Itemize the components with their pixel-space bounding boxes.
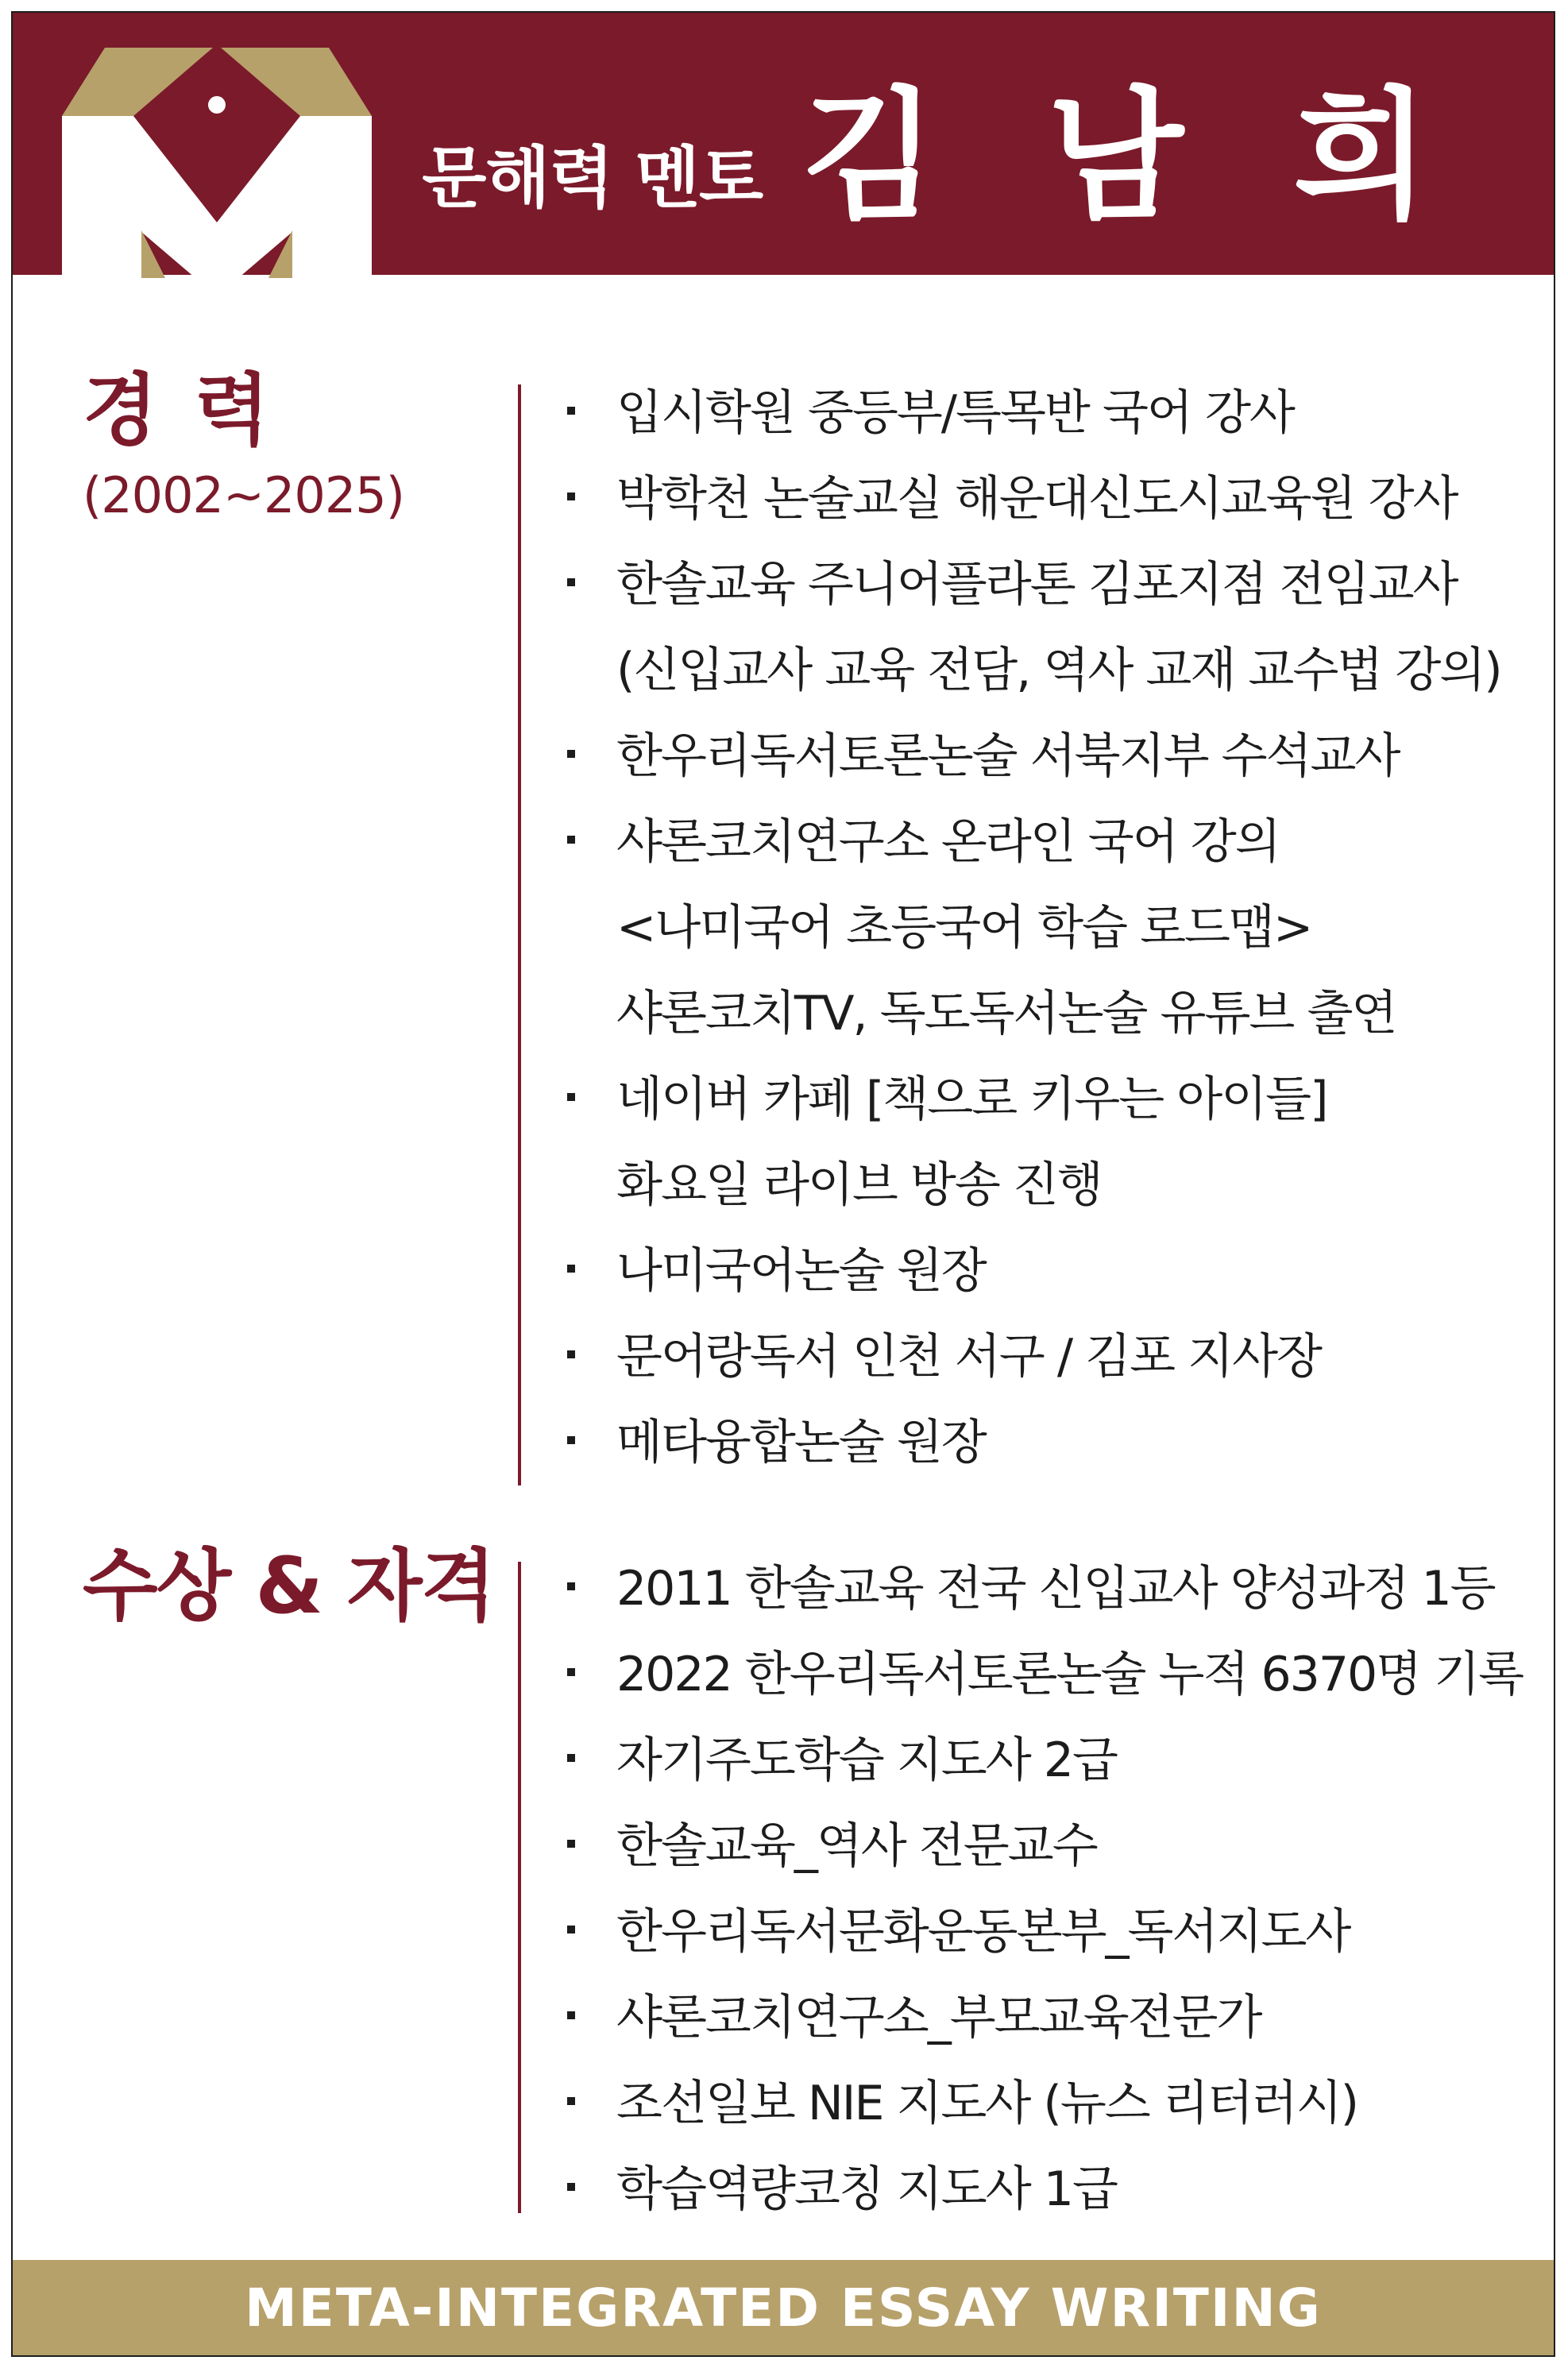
list-item: [561, 1717, 1523, 1803]
bullet-icon: [567, 1350, 575, 1358]
list-item: [561, 1975, 1523, 2061]
bullet-icon: [567, 1668, 575, 1676]
list-item-text: <나미국어 초등국어 학습 로드맵>: [616, 900, 1312, 956]
bullet-icon: [567, 1436, 575, 1444]
list-item-text: 샤론코치TV, 독도독서논술 유튜브 출연: [616, 986, 1396, 1041]
list-item-text: 화요일 라이브 방송 진행: [616, 1157, 1102, 1213]
bullet-icon: [567, 1265, 575, 1273]
header-banner: [13, 13, 1554, 275]
career-heading: [83, 365, 404, 524]
bullet-icon: [567, 407, 575, 415]
list-item-text: 나미국어논술 원장: [616, 1243, 986, 1299]
footer-slogan: META-INTEGRATED ESSAY WRITING: [245, 2277, 1322, 2339]
career-period: (2002~2025): [83, 465, 404, 524]
profile-card: [11, 11, 1555, 2357]
list-item-text: 2011 한솔교육 전국 신입교사 양성과정 1등: [616, 1561, 1495, 1617]
bullet-icon: [567, 493, 575, 500]
footer-banner: [13, 2260, 1554, 2355]
list-item: [561, 2061, 1523, 2146]
bullet-icon: [567, 578, 575, 586]
list-item-text: 한우리독서토론논술 서북지부 수석교사: [616, 728, 1400, 784]
list-item-text: 한솔교육 주니어플라톤 김포지점 전임교사: [616, 557, 1458, 612]
list-item-text: 한솔교육_역사 전문교수: [616, 1818, 1097, 1874]
list-item-text: 샤론코치연구소_부모교육전문가: [616, 1990, 1261, 2045]
mentor-role: 문해력 멘토: [422, 139, 763, 217]
bullet-icon: [567, 836, 575, 844]
list-item: [561, 1803, 1523, 1889]
list-item: [561, 799, 1501, 1057]
list-item-text: 한우리독서문화운동본부_독서지도사: [616, 1904, 1350, 1960]
list-item-text: 메타융합논술 원장: [616, 1415, 986, 1470]
awards-list: [561, 1546, 1523, 2232]
list-item: [561, 713, 1501, 799]
list-item: [561, 1632, 1523, 1717]
bullet-icon: [567, 2183, 575, 2191]
list-item: [561, 542, 1501, 713]
bullet-icon: [567, 1754, 575, 1762]
list-item: [561, 456, 1501, 542]
list-item-text: (신입교사 교육 전담, 역사 교재 교수법 강의): [616, 643, 1501, 698]
m-pen-nib-logo-icon: [62, 48, 372, 278]
bullet-icon: [567, 2011, 575, 2019]
career-title: 경 력: [83, 365, 275, 456]
list-item: [561, 370, 1501, 456]
list-item: [561, 1057, 1501, 1228]
bullet-icon: [567, 1093, 575, 1101]
bullet-icon: [567, 1582, 575, 1590]
awards-heading: [83, 1541, 495, 1632]
list-item: [561, 2146, 1523, 2232]
list-item-text: 박학천 논술교실 해운대신도시교육원 강사: [616, 471, 1458, 527]
list-item: [561, 1546, 1523, 1632]
mentor-name: 김 남 희: [801, 74, 1460, 238]
list-item: [561, 1889, 1523, 1975]
bullet-icon: [567, 1840, 575, 1848]
awards-divider: [518, 1562, 521, 2213]
career-divider: [518, 384, 521, 1485]
list-item-text: 자기주도학습 지도사 2급: [616, 1733, 1117, 1788]
bullet-icon: [567, 1926, 575, 1933]
list-item: [561, 1228, 1501, 1314]
list-item-text: 네이버 카페 [책으로 키우는 아이들]: [616, 1072, 1327, 1127]
list-item: [561, 1314, 1501, 1400]
list-item-text: 입시학원 중등부/특목반 국어 강사: [616, 385, 1294, 441]
bullet-icon: [567, 2097, 575, 2105]
list-item-text: 샤론코치연구소 온라인 국어 강의: [616, 814, 1280, 870]
awards-title: 수상 & 자격: [83, 1541, 495, 1632]
list-item-text: 2022 한우리독서토론논술 누적 6370명 기록: [616, 1647, 1524, 1702]
list-item-text: 문어랑독서 인천 서구 / 김포 지사장: [616, 1329, 1322, 1385]
list-item-text: 조선일보 NIE 지도사 (뉴스 리터러시): [616, 2076, 1358, 2131]
career-list: [561, 370, 1501, 1485]
header-title: [422, 68, 1460, 238]
list-item-text: 학습역량코칭 지도사 1급: [616, 2161, 1117, 2217]
bullet-icon: [567, 750, 575, 758]
list-item: [561, 1400, 1501, 1485]
